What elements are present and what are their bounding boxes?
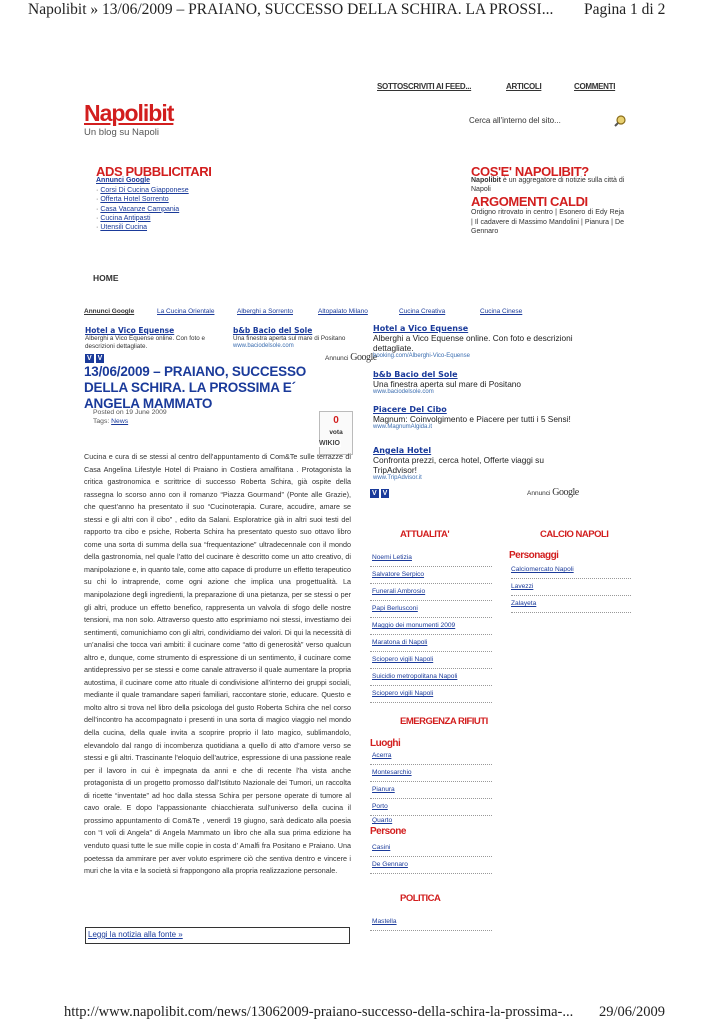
ad-nav-arrows (85, 354, 104, 363)
persone-item[interactable]: De Gennaro (370, 857, 492, 874)
adbar-label[interactable]: Annunci Google (84, 308, 135, 315)
right-ad-nav-arrows (370, 489, 389, 498)
calcio-item[interactable]: Calciomercato Napoli (511, 562, 631, 579)
small-ad[interactable] (85, 326, 230, 351)
right-ad-desc: Alberghi a Vico Equense online. Con foto e descrizioni dettagliate. (373, 333, 573, 353)
adbar-link[interactable]: Altopalato Milano (318, 308, 368, 315)
adbar-link[interactable]: Alberghi a Sorrento (237, 308, 294, 315)
calcio-title: CALCIO NAPOLI (540, 529, 609, 540)
attualita-item[interactable]: Suicidio metropolitana Napoli (370, 669, 492, 686)
rifiuti-luoghi-list (370, 748, 492, 826)
print-footer-url: http://www.napolibit.com/news/13062009-praiano-successo-della-schira-la-prossima-... (64, 1004, 574, 1020)
hot-topics: Ordigno ritrovato in centro | Esonero di Edy Reja | Il cadavere di Massimo Mandolini | Pianura | De Gennaro (471, 209, 624, 235)
rifiuti-luoghi-title: Luoghi (370, 738, 401, 749)
right-ad-url: www.MagnumAlgida.it (373, 424, 433, 430)
ads-google-label[interactable]: Annunci Google (96, 177, 151, 184)
right-ad-desc: Confronta prezzi, cerca hotel, Offerte viaggi su TripAdvisor! (373, 455, 544, 475)
ads-link[interactable]: Corsi Di Cucina Giapponese (100, 187, 189, 194)
right-ad[interactable] (373, 324, 573, 359)
right-ad-next-button[interactable]: V (382, 490, 388, 497)
site-logo[interactable]: Napolibit (84, 100, 174, 126)
ad-prev-button[interactable]: V (87, 355, 92, 362)
adbar-link[interactable]: Cucina Creativa (399, 308, 446, 315)
site-tagline: Un blog su Napoli (84, 127, 159, 138)
right-ad-url: www.TripAdvisor.it (373, 475, 422, 481)
luoghi-item[interactable]: Acerra (370, 748, 492, 765)
calcio-list (511, 562, 631, 613)
ads-link[interactable]: Casa Vacanze Campania (100, 205, 180, 213)
luoghi-item[interactable]: Montesarchio (370, 765, 492, 782)
politica-item[interactable]: Mastella (370, 914, 492, 931)
attualita-item[interactable]: Sciopero vigili Napoli (370, 652, 492, 669)
about-desc: è un aggregatore di notizie sulla città di Napoli (471, 177, 625, 193)
hot-title: ARGOMENTI CALDI (471, 194, 588, 209)
ad-next-button[interactable]: V (97, 355, 103, 362)
wikio-logo: WIKIO (319, 440, 340, 447)
calcio-subtitle: Personaggi (509, 550, 559, 561)
adbar-link[interactable]: Cucina Cinese (480, 308, 523, 315)
right-ad-desc: Magnum: Coinvolgimento e Piacere per tutti i 5 Sensi! (373, 414, 571, 424)
attualita-item[interactable]: Maggio dei monumenti 2009 (370, 618, 492, 635)
small-ad[interactable] (233, 326, 371, 349)
small-ad-title[interactable]: b&b Bacio del Sole (233, 326, 313, 335)
attualita-title: ATTUALITA' (400, 529, 450, 540)
right-ad[interactable] (373, 405, 578, 430)
rifiuti-title: EMERGENZA RIFIUTI (400, 716, 488, 727)
luoghi-item[interactable]: Pianura (370, 782, 492, 799)
small-ad-desc: Alberghi a Vico Equense online. Con foto e descrizioni dettagliate. (85, 335, 205, 350)
rifiuti-persone-list (370, 840, 492, 874)
nav-feed[interactable]: SOTTOSCRIVITI AI FEED... (377, 82, 472, 91)
ads-link[interactable]: Utensili Cucina (100, 224, 148, 232)
right-ad[interactable] (373, 446, 578, 481)
luoghi-item[interactable]: Porto (370, 799, 492, 816)
attualita-item[interactable]: Funerali Ambrosio (370, 584, 492, 601)
about-brand: Napolibit (471, 177, 501, 184)
google-ads-mark: Annunci Google (325, 352, 377, 363)
ads-link[interactable]: Offerta Hotel Sorrento (100, 196, 169, 204)
rifiuti-persone-title: Persone (370, 826, 406, 837)
article-title: 13/06/2009 – PRAIANO, SUCCESSO DELLA SCHIRA. LA PROSSIMA E´ ANGELA MAMMATO (84, 364, 307, 411)
tags-label: Tags: (93, 418, 110, 425)
calcio-item[interactable]: Lavezzi (511, 579, 631, 596)
article-body: Cucina e cura di se stessi al centro dell’appuntamento di Com&Te sulle terrazze di Casa Angelina Lifestyle Hotel di Praiano in Costiera amalfitana . Protagonista la critica gastronomica e scrittrice di successo Roberta Schira, già ospite della rassegna lo scorso anno con il romanzo “Piazza Gourmand” (Ponte alle Grazie), che quest’anno ha presentato il suo “Cucinoterapia. Curare, accudire, amare se stessi e gli altri con il cibo” , edito da Salani. Esploratrice già in altri suoi testi del rapporto tra cibo e psiche, Roberta Schira ha presentato questo suo ottavo libro come una sorta di summa della sua “frequentazione” ultradecennale con il mondo della gastronomia, nel quale l’atto del cucinare è descritto come un atto creativo, di manipolazione e, in quanto tale, come atto capace di produrre un effetto terapeutico su chi lo intraprende, come ogni azione che implica una progettualità. La manipolazione degli ingredienti, la preparazione di una pietanza, per se stessi o per gli altri, produce un effetto benefico, rappresenta un valvola di sfogo delle nostre tensioni, ma non solo. Attraverso questo atto esprimiamo noi stessi, investiamo dei sentimenti, comunichiamo con gli altri, condividiamo dei valori. Di qui la necessità di un’analisi che tocca vari ambiti: il cucinare come “atto di generosità” verso qualcun altro e, dunque, come strumento di espressione di un sentimento, il cucinare come antidepressivo per se stessi e come canale attraverso il quale aumentare la propria autostima, il cucinare come atto rituale di condivisione all’interno dei gruppi sociali, mediante il quale tramandare saperi familiari, raccontare storie, educare. Questo e molto altro si trova nel libro della psicologa del gusto Roberta Schira che nel corso dell’incontro ha accompagnato i presenti in una sorta di magico viaggio nel mondo della cucina, della quale invita a scoprire proprio il lato magico, sublimandolo, elevandolo dal rango di incombenza quotidiana a quello di atto d’amore verso se stessi e gli altri. Trascinante l’eloquio dell’autrice, espressione di una passione reale per il lavoro in cui è impegnata da anni e che di recente l’ha vista anche protagonista di un progetto promosso dall’Istituto Nazionale dei Tumori, un raccolta di ricette “inventate” ad hoc dalla stessa Schira per persone operate di tumore al cavo orale. E dopo l’appassionante chiacchierata sull’universo della cucina il prossimo appuntamento di Com&Te , venerdì 19 giugno, sarà dedicato alla poesia con “I voli di Angela” di Angela Mammato un libro che alla sua prima edizione ha venduto quasi tutte le sue mille copie in costa d’ Amalfi fra Positano e Praiano. Una poetessa da ammirare per aver voluto esprimere ciò che sentiva dentro e vincere i muri che la vita e la società si frappongono alla propria realizzazione personale. (84, 452, 351, 876)
tag-news[interactable]: News (111, 418, 129, 425)
attualita-item[interactable]: Sciopero vigili Napoli (370, 686, 492, 703)
politica-list (370, 914, 492, 931)
ads-links (96, 186, 189, 232)
right-ad-prev-button[interactable]: V (372, 490, 377, 497)
persone-item[interactable]: Casini (370, 840, 492, 857)
attualita-item[interactable]: Salvatore Serpico (370, 567, 492, 584)
small-ad-desc: Una finestra aperta sul mare di Positano (233, 335, 346, 342)
adbar-link[interactable]: La Cucina Orientale (157, 308, 215, 315)
search-icon[interactable] (613, 114, 627, 128)
about-title: COS'E' NAPOLIBIT? (471, 164, 589, 179)
attualita-item[interactable]: Papi Berlusconi (370, 601, 492, 618)
attualita-list (370, 550, 492, 703)
right-ad[interactable] (373, 370, 573, 395)
vote-button[interactable]: vota (329, 429, 343, 436)
search-input[interactable]: Cerca all'interno del sito... (469, 116, 561, 125)
right-ad-url: booking.com/Alberghi-Vico-Equense (373, 353, 470, 359)
politica-title: POLITICA (400, 893, 441, 904)
home-link[interactable]: HOME (93, 273, 119, 283)
source-link-box[interactable] (85, 927, 350, 944)
calcio-item[interactable]: Zalayeta (511, 596, 631, 613)
right-ad-title[interactable]: Angela Hotel (373, 446, 432, 455)
print-header-title: Napolibit » 13/06/2009 – PRAIANO, SUCCESSO DELLA SCHIRA. LA PROSSI... (28, 1, 554, 18)
small-ad-url: www.baciodelsole.com (233, 343, 294, 349)
ads-link[interactable]: Cucina Antipasti (100, 214, 151, 222)
article-posted: Posted on 19 June 2009 (93, 409, 167, 416)
right-ad-desc: Una finestra aperta sul mare di Positano (373, 379, 522, 389)
vote-count: 0 (333, 415, 339, 426)
attualita-item[interactable]: Noemi Letizia (370, 550, 492, 567)
luoghi-item[interactable]: Quarto (372, 817, 393, 824)
nav-commenti[interactable]: COMMENTI (574, 82, 616, 91)
google-ads-mark-right: Annunci Google (527, 487, 579, 498)
attualita-item[interactable]: Maratona di Napoli (370, 635, 492, 652)
ads-title: ADS PUBBLICITARI (96, 164, 212, 179)
about-text (471, 177, 626, 194)
right-ad-url: www.baciodelsole.com (373, 389, 434, 395)
source-link[interactable]: Leggi la notizia alla fonte » (88, 930, 183, 939)
right-ad-title[interactable]: Hotel a Vico Equense (373, 324, 469, 333)
right-ad-title[interactable]: b&b Bacio del Sole (373, 370, 458, 379)
small-ad-title[interactable]: Hotel a Vico Equense (85, 326, 175, 335)
print-header-page: Pagina 1 di 2 (584, 1, 666, 18)
article-tags (93, 418, 128, 427)
right-ad-title[interactable]: Piacere Del Cibo (373, 405, 447, 414)
wikio-vote-box[interactable] (319, 411, 353, 455)
nav-articoli[interactable]: ARTICOLI (506, 82, 542, 91)
print-footer-date: 29/06/2009 (599, 1004, 666, 1020)
